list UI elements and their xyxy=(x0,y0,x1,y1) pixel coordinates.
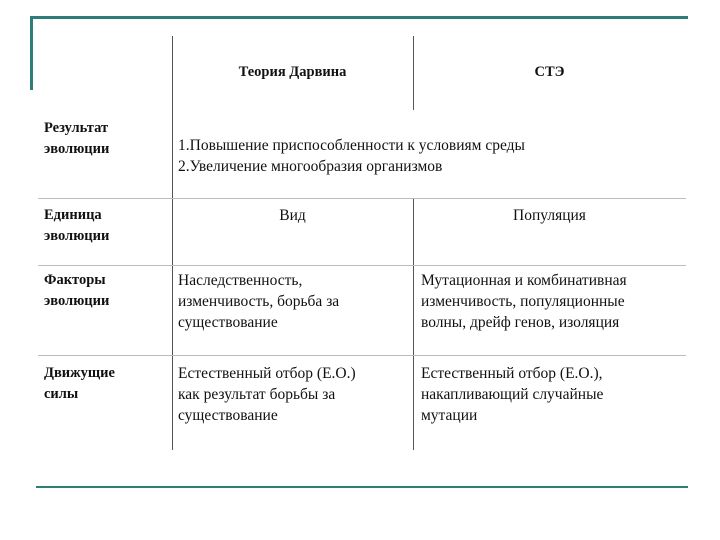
merged-cell-result: 1.Повышение приспособленности к условиям среды 2.Увеличение многообразия организмов xyxy=(178,137,525,175)
row-label-factors: Факторы эволюции xyxy=(44,272,110,309)
cell-ste-driving-forces: Естественный отбор (Е.О.), накапливающий случайные мутации xyxy=(421,365,604,424)
row-label-unit: Единица эволюции xyxy=(44,207,110,244)
header-ste: СТЭ xyxy=(534,64,565,80)
frame-bottom-border xyxy=(36,486,688,488)
row-divider-2 xyxy=(38,265,686,266)
row-divider-1 xyxy=(38,198,686,199)
row-label-driving-forces: Движущие силы xyxy=(44,365,115,402)
cell-darwin-unit: Вид xyxy=(279,207,306,224)
row-divider-3 xyxy=(38,355,686,356)
header-darwin: Теория Дарвина xyxy=(238,64,347,80)
cell-darwin-driving-forces: Естественный отбор (Е.О.) как результат борьбы за существование xyxy=(178,365,356,424)
row-label-result: Результат эволюции xyxy=(44,120,110,157)
column-divider-1 xyxy=(172,36,173,450)
frame-left-border xyxy=(30,16,33,90)
frame-top-border xyxy=(30,16,688,19)
column-divider-2-body xyxy=(413,198,414,450)
cell-darwin-factors: Наследственность, изменчивость, борьба за существование xyxy=(178,272,340,331)
cell-ste-factors: Мутационная и комбинативная изменчивость, популяционные волны, дрейф генов, изоляция xyxy=(421,272,627,331)
cell-ste-unit: Популяция xyxy=(513,207,586,224)
